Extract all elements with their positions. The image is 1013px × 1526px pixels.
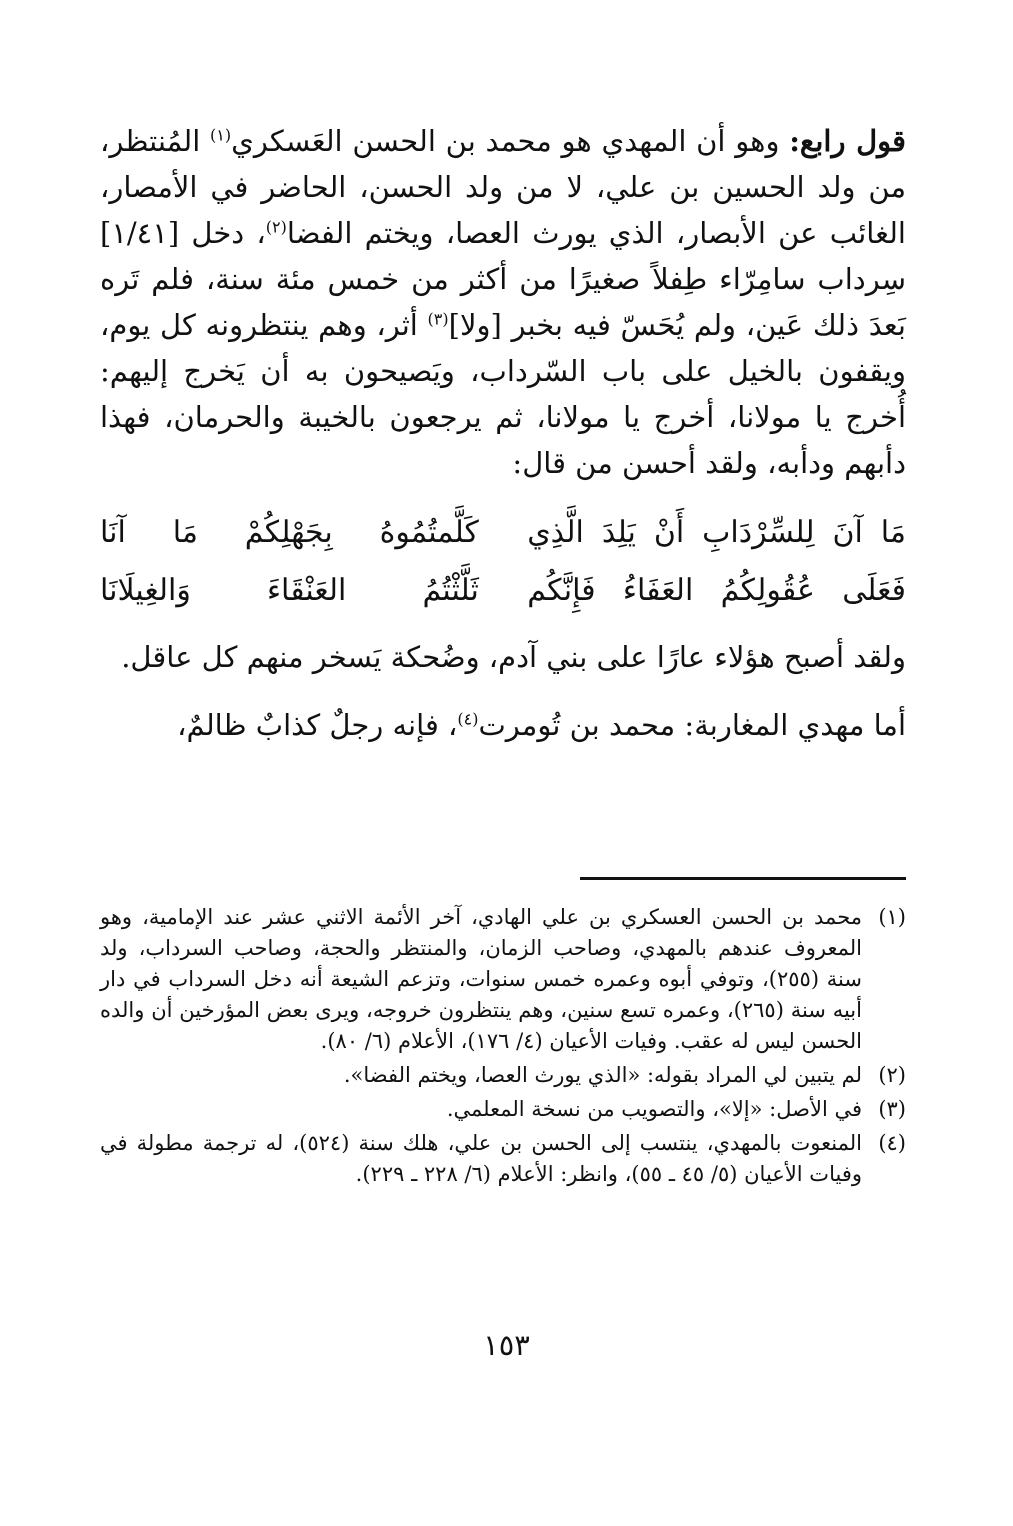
verse-first-hemistich: فَعَلَى عُقُولِكُمُ العَفَاءُ فَإِنَّكُم — [527, 573, 906, 608]
footnote — [100, 1094, 906, 1125]
footnote-text: المنعوت بالمهدي، ينتسب إلى الحسن بن علي، هلك سنة (٥٢٤)، له ترجمة مطولة في وفيات الأعيان (٥/ ٤٥ ـ ٥٥)، وانظر: الأعلام (٦/ ٢٢٨ ـ ٢٢٩). — [100, 1131, 862, 1186]
verse-line — [100, 562, 906, 620]
footnote-text: في الأصل: «إلا»، والتصويب من نسخة المعلمي. — [446, 1097, 862, 1121]
footnote-number: (٣) — [878, 1097, 906, 1121]
paragraph-3: أما مهدي المغاربة: محمد بن تُومرت$^{(٤)}$، فإنه رجلٌ كذابٌ ظالمٌ، — [177, 708, 906, 742]
footnote-ref-1[interactable]: (١) — [210, 125, 232, 145]
footnote-text: محمد بن الحسن العسكري بن علي الهادي، آخر الأئمة الاثني عشر عند الإمامية، وهو المعروف عندهم بالمهدي، وصاحب الزمان، والمنتظر والحجة، وصاحب السرداب، ولد سنة (٢٥٥)، وتوفي أبوه وعمره خمس سنوات، وتزعم الشيعة أنه دخل السرداب في دار أبيه سنة (٢٦٥)، وعمره تسع سنين، وهم ينتظرون خروجه، ويرى بعض المؤرخين أن والده الحسن ليس له عقب. وفيات الأعيان (٤/ ١٧٦)، الأعلام (٦/ ٨٠). — [100, 905, 862, 1053]
paragraph-1: قول رابع: وهو أن المهدي هو محمد بن الحسن العَسكري$^{(١)}$ المُنتظر، من ولد الحسين بن علي، لا من ولد الحسن، الحاضر في الأمصار، الغائب عن الأبصار، الذي يورث العصا، ويختم الفضا$^{(٢)}$، دخل [١/٤١] سِرداب سامِرّاء طِفلاً صغيرًا من أكثر من خمس مئة سنة، فلم تَره بَعدَ ذلك عَين، ولم يُحَسّ فيه بخبر [ولا]$^{(٣)}$ أثر، وهم ينتظرونه كل يوم، ويقفون بالخيل على باب السّرداب، ويَصيحون به أن يَخرج إليهم: أُخرج يا مولانا، أخرج يا مولانا، ثم يرجعون بالخيبة والحرمان، فهذا دأبهم ودأبه، ولقد أحسن من قال: — [100, 124, 907, 480]
page-number: ١٥٣ — [483, 1328, 530, 1362]
verse-second-hemistich: كَلَّمتُمُوهُ بِجَهْلِكُمْ مَا آنَا — [100, 515, 479, 550]
verse-line — [100, 504, 906, 562]
main-text — [100, 118, 906, 748]
footnote-text: لم يتبين لي المراد بقوله: «الذي يورث العصا، ويختم الفضا». — [343, 1063, 862, 1087]
verse-first-hemistich: مَا آنَ لِلسِّرْدَابِ أَنْ يَلِدَ الَّذِي — [527, 515, 906, 550]
footnote — [100, 1128, 906, 1190]
footnote-separator — [580, 877, 906, 880]
footnotes — [100, 902, 906, 1193]
footnote-number: (١) — [878, 905, 906, 929]
poem-verses — [100, 504, 906, 620]
footnote — [100, 1060, 906, 1091]
footnote-ref-2[interactable]: (٢) — [265, 217, 287, 237]
verse-second-hemistich: ثَلَّثْتُمُ العَنْقَاءَ وَالغِيلَانَا — [100, 573, 479, 608]
paragraph-lead: قول رابع: — [789, 124, 907, 158]
footnote-ref-4[interactable]: (٤) — [457, 709, 479, 729]
footnote — [100, 902, 906, 1057]
footnote-number: (٤) — [878, 1131, 906, 1155]
footnote-ref-3[interactable]: (٣) — [427, 309, 449, 329]
paragraph-2: ولقد أصبح هؤلاء عارًا على بني آدم، وضُحكة يَسخر منهم كل عاقل. — [121, 640, 906, 674]
footnote-number: (٢) — [878, 1063, 906, 1087]
